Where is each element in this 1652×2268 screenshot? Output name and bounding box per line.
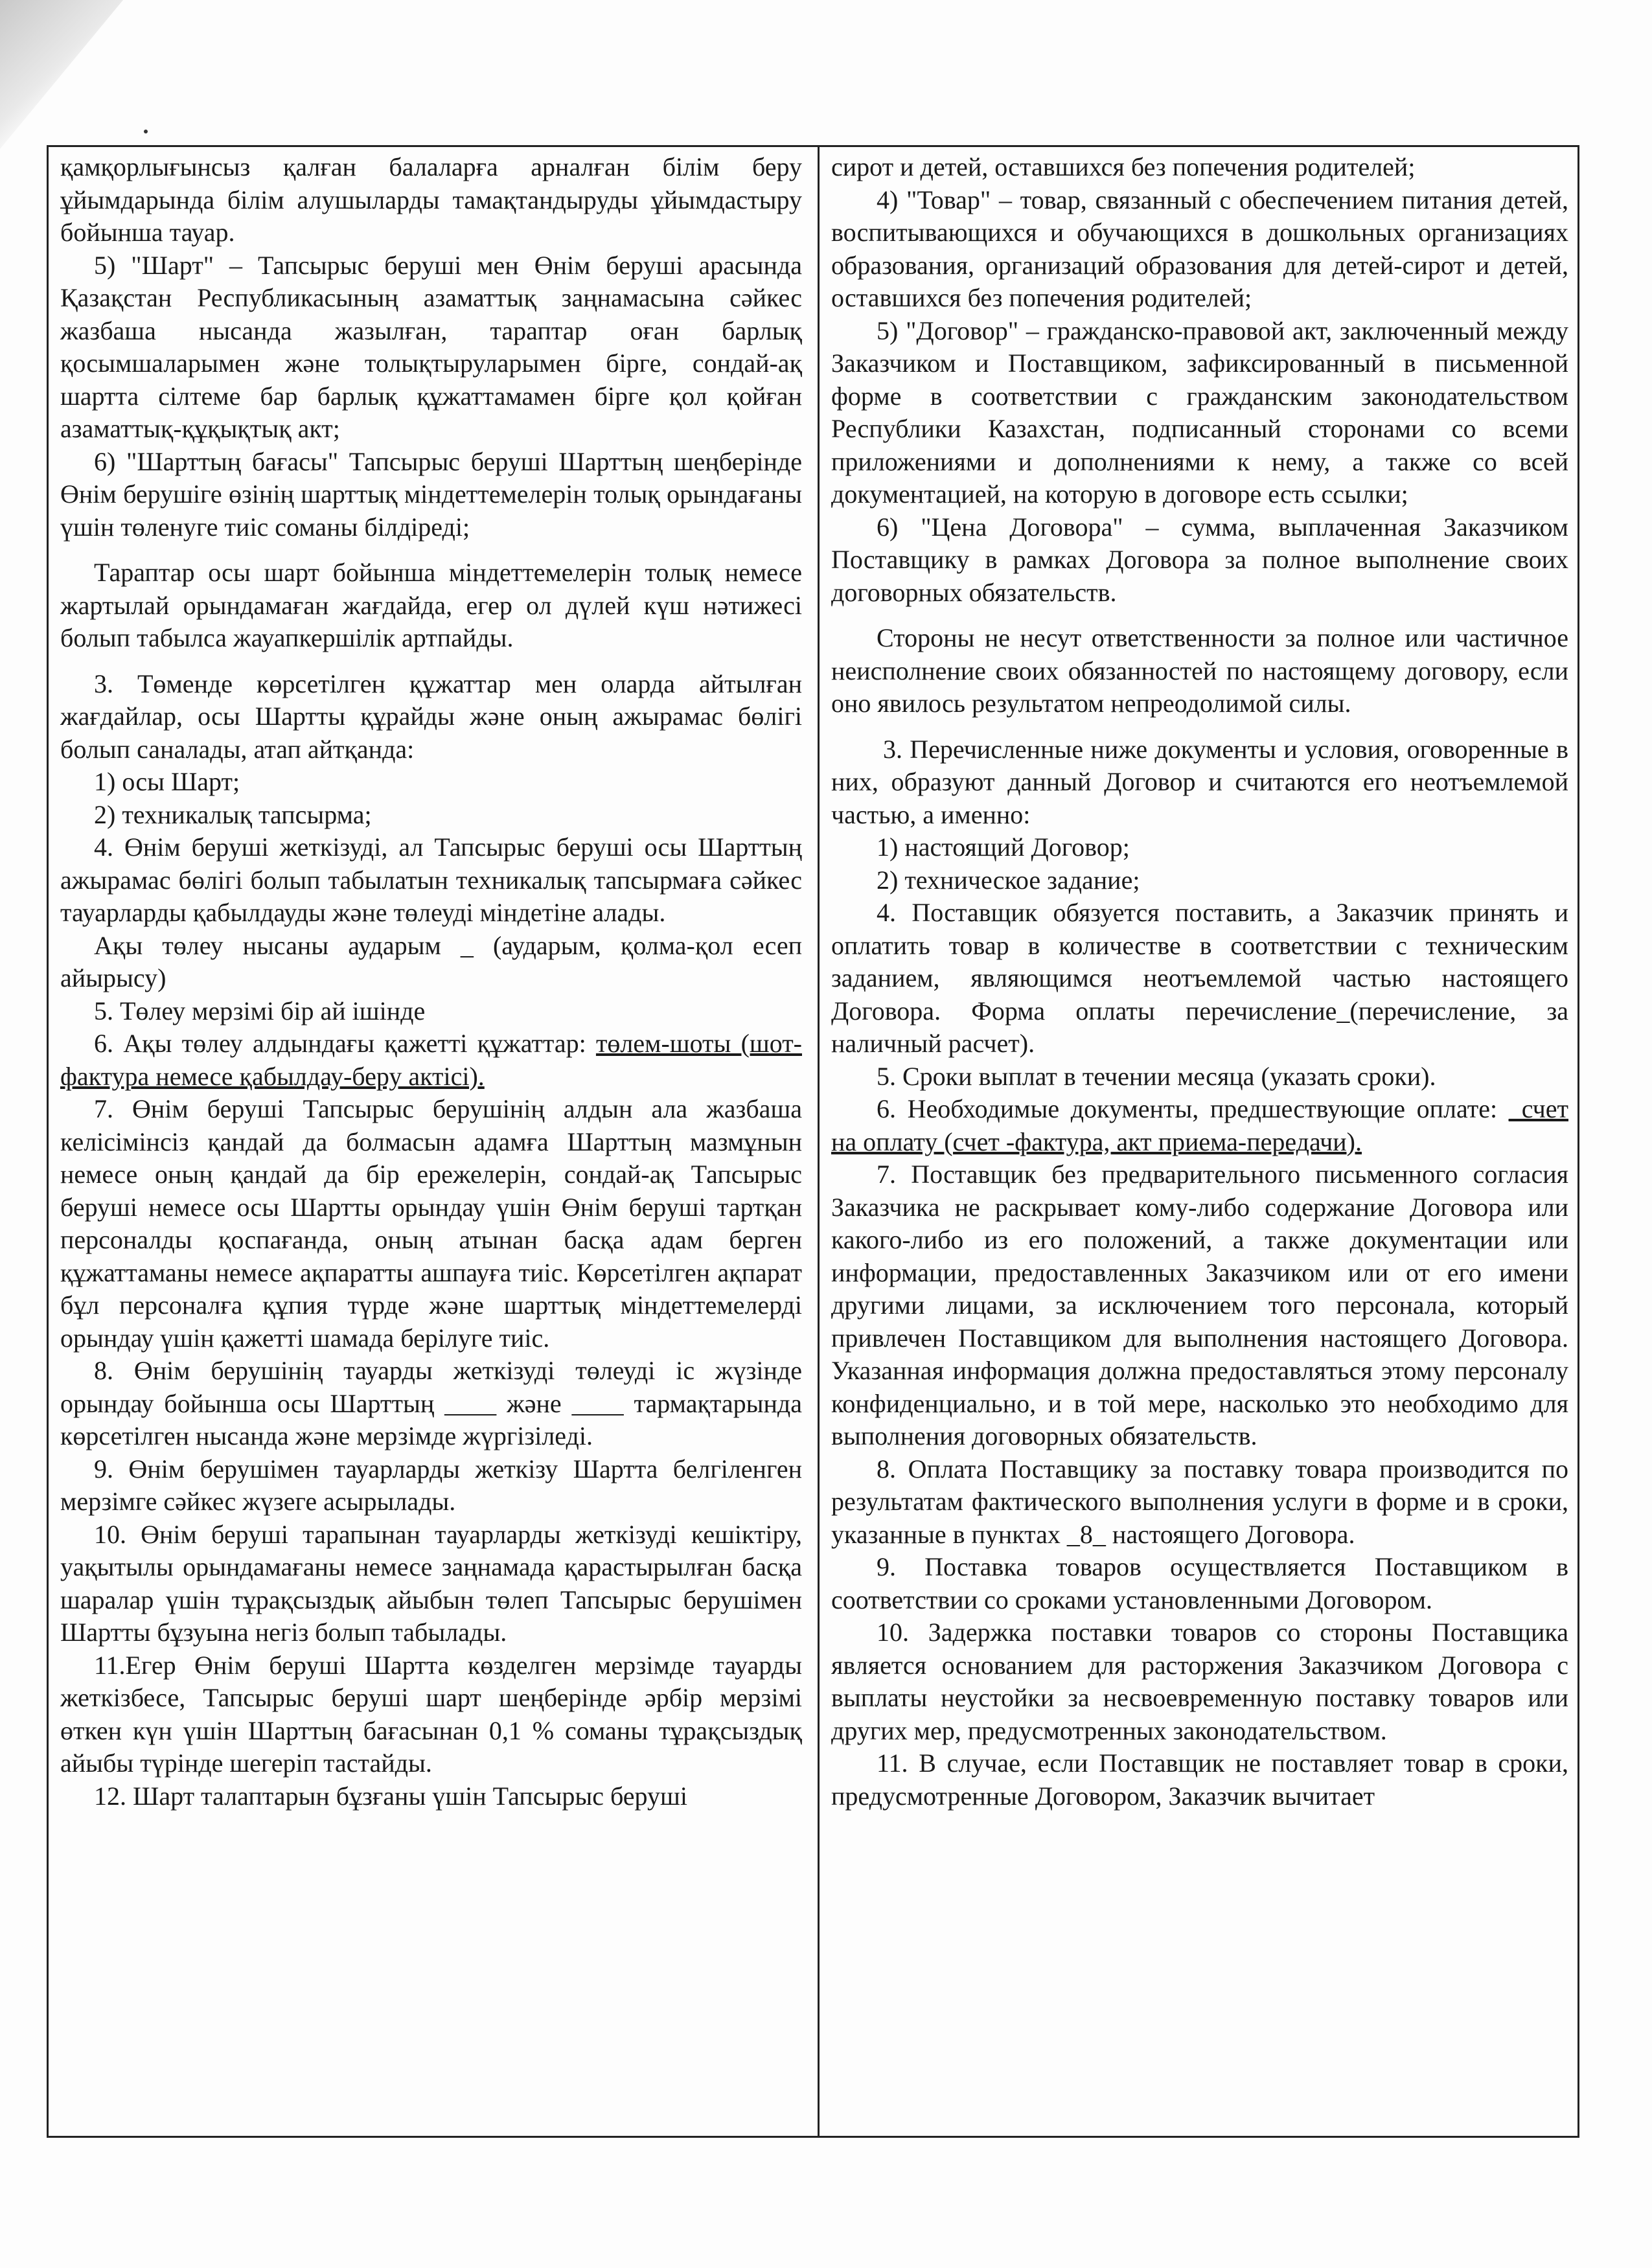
ru-paragraph: 6) "Цена Договора" – сумма, выплаченная Заказчиком Поставщику в рамках Договора за полное выполнение своих договорных обязательств. <box>831 512 1568 607</box>
kz-list-item: 2) техникалық тапсырма; <box>94 799 372 829</box>
bilingual-contract-table <box>47 145 1579 2138</box>
ru-paragraph: 7. Поставщик без предварительного письменного согласия Заказчика не раскрывает кому-либо содержание Договора или какого-либо из его положений, а также документации или информации, предоставленных Заказчиком или от его имени другими лицами, за исключением того персонала, который привлечен Поставщиком для выполнения настоящего Договора. Указанная информация должна предоставляться этому персоналу конфиденциально, и в той мере, насколько это необходимо для выполнения договорных обязательств. <box>831 1160 1568 1450</box>
kz-paragraph: 8. Өнім берушінің тауарды жеткізуді төлеуді іс жүзінде орындау бойынша осы Шарттың ____ және ____ тармақтарында көрсетілген нысанда және мерзімде жүргізіледі. <box>60 1356 802 1450</box>
ru-paragraph: 11. В случае, если Поставщик не поставляет товар в сроки, предусмотренные Договором, Заказчик вычитает <box>831 1748 1568 1811</box>
ru-docs-value: _счет на оплату (счет -фактура, акт приема-передачи). <box>831 1094 1568 1156</box>
ru-paragraph: 5) "Договор" – гражданско-правовой акт, заключенный между Заказчиком и Поставщиком, зафиксированный в письменной форме в соответствии с гражданским законодательством Республики Казахстан, подписанный сторонами со всеми приложениями и дополнениями к нему, а также со всей документацией, на которую в договоре есть ссылки; <box>831 315 1568 509</box>
kz-docs-label: 6. Ақы төлеу алдындағы қажетті құжаттар: <box>94 1029 596 1058</box>
kz-docs-value: төлем-шоты (шот-фактура немесе қабылдау-беру актісі). <box>60 1029 802 1091</box>
ru-paragraph: 5. Сроки выплат в течении месяца (указать сроки). <box>877 1061 1436 1091</box>
kz-paragraph: 10. Өнім беруші тарапынан тауарларды жеткізуді кешіктіру, уақытылы орындамағаны немесе заңнамада қарастырылған басқа шаралар үшін тұрақсыздық айыбын төлеп Тапсырыс берушімен Шартты бұзуына негіз болып табылады. <box>60 1519 802 1647</box>
kz-list-item: 1) осы Шарт; <box>94 767 240 796</box>
ru-list-item: 1) настоящий Договор; <box>877 832 1130 862</box>
kz-paragraph <box>60 1027 802 1093</box>
kz-paragraph: 7. Өнім беруші Тапсырыс берушінің алдын ала жазбаша келісімінсіз қандай да болмасын адамға Шарттың мазмұнын немесе оның қандай да бір ережелерін, сондай-ақ Тапсырыс беруші немесе осы Шартты орындау үшін Өнім беруші тартқан персоналды қоспағанда, оның атынан басқа адам берген құжаттаманы немесе ақпаратты ашпауға тиіс. Көрсетілген ақпарат бұл персоналға құпия түрде және шарттық міндеттемелерді орындау үшін қажетті шамада берілуге тиіс. <box>60 1094 802 1353</box>
kz-paragraph: 6) "Шарттың бағасы" Тапсырыс беруші Шарттың шеңберінде Өнім берушіге өзінің шарттық міндеттемелерін толық орындағаны үшін төленуге тиіс соманы білдіреді; <box>60 446 802 542</box>
ru-paragraph: 8. Оплата Поставщику за поставку товара производится по результатам фактического выполнения услуги в форме и в сроки, указанные в пунктах _8_ настоящего Договора. <box>831 1454 1568 1549</box>
kz-paragraph: Тараптар осы шарт бойынша міндеттемелерін толық немесе жартылай орындамаған жағдайда, егер ол дүлей күш нәтижесі болып табылса жауапкершілік артпайды. <box>60 558 802 652</box>
ru-paragraph <box>831 1093 1568 1158</box>
scan-speck <box>144 130 148 133</box>
kz-paragraph: Ақы төлеу нысаны аударым _ (аударым, қолма-қол есеп айырысу) <box>60 930 802 992</box>
ru-paragraph: сирот и детей, оставшихся без попечения родителей; <box>831 152 1416 181</box>
russian-column <box>820 147 1581 2136</box>
kz-paragraph: 11.Егер Өнім беруші Шартта көзделген мерзімде тауарды жеткізбесе, Тапсырыс беруші шарт шеңберінде әрбір мерзімі өткен күн үшін Шарттың бағасынан 0,1 % соманы тұрақсыздық айыбы түрінде шегеріп тастайды. <box>60 1650 802 1778</box>
kz-paragraph: 9. Өнім берушімен тауарларды жеткізу Шартта белгіленген мерзімге сәйкес жүзеге асырылады. <box>60 1454 802 1516</box>
kz-paragraph: 4. Өнім беруші жеткізуді, ал Тапсырыс беруші осы Шарттың ажырамас бөлігі болып табылатын техникалық тапсырмаға сәйкес тауарларды қабылдауды және төлеуді міндетіне алады. <box>60 832 802 927</box>
kz-paragraph: қамқорлығынсыз қалған балаларға арналған білім беру ұйымдарында білім алушыларды тамақтандыруды ұйымдастыру бойынша тауар. <box>60 152 802 247</box>
ru-paragraph: 9. Поставка товаров осуществляется Поставщиком в соответствии со сроками установленными Договором. <box>831 1552 1568 1614</box>
kz-paragraph: 3. Төменде көрсетілген құжаттар мен оларда айтылған жағдайлар, осы Шартты құрайды және оның ажырамас бөлігі болып саналады, атап айтқанда: <box>60 669 802 764</box>
ru-paragraph: 10. Задержка поставки товаров со стороны Поставщика является основанием для расторжения Заказчиком Договора с выплаты неустойки за несвоевременную поставку товаров или других мер, предусмотренных законодательством. <box>831 1618 1568 1745</box>
ru-paragraph: 4) "Товар" – товар, связанный с обеспечением питания детей, воспитывающихся и обучающихся в дошкольных организациях образования, организаций образования для детей-сирот и детей, оставшихся без попечения родителей; <box>831 185 1568 312</box>
ru-paragraph: Стороны не несут ответственности за полное или частичное неисполнение своих обязанностей по настоящему договору, если оно явилось результатом непреодолимой силы. <box>831 623 1568 718</box>
ru-list-item: 2) техническое задание; <box>877 865 1140 895</box>
ru-docs-label: 6. Необходимые документы, предшествующие оплате: <box>877 1094 1509 1123</box>
kz-paragraph: 12. Шарт талаптарын бұзғаны үшін Тапсырыс беруші <box>94 1781 687 1811</box>
ru-paragraph: 4. Поставщик обязуется поставить, а Заказчик принять и оплатить товар в количестве в соответствии с техническим заданием, являющимся неотъемлемой частью настоящего Договора. Форма оплаты перечисление_(перечисление, за наличный расчет). <box>831 898 1568 1058</box>
kz-paragraph: 5) "Шарт" – Тапсырыс беруші мен Өнім беруші арасында Қазақстан Республикасының азаматтық заңнамасына сәйкес жазбаша нысанда жазылған, тараптар оған барлық қосымшаларымен және толықтыруларымен бірге, сондай-ақ шартта сілтеме бар барлық құжаттамамен бірге қол қойған азаматтық-құқықтық акт; <box>60 250 802 443</box>
ru-paragraph: 3. Перечисленные ниже документы и условия, оговоренные в них, образуют данный Договор и считаются его неотъемлемой частью, а именно: <box>831 734 1568 829</box>
kazakh-column <box>49 147 820 2136</box>
kz-paragraph: 5. Төлеу мерзімі бір ай ішінде <box>94 996 426 1025</box>
page-fold-shadow <box>0 0 123 149</box>
